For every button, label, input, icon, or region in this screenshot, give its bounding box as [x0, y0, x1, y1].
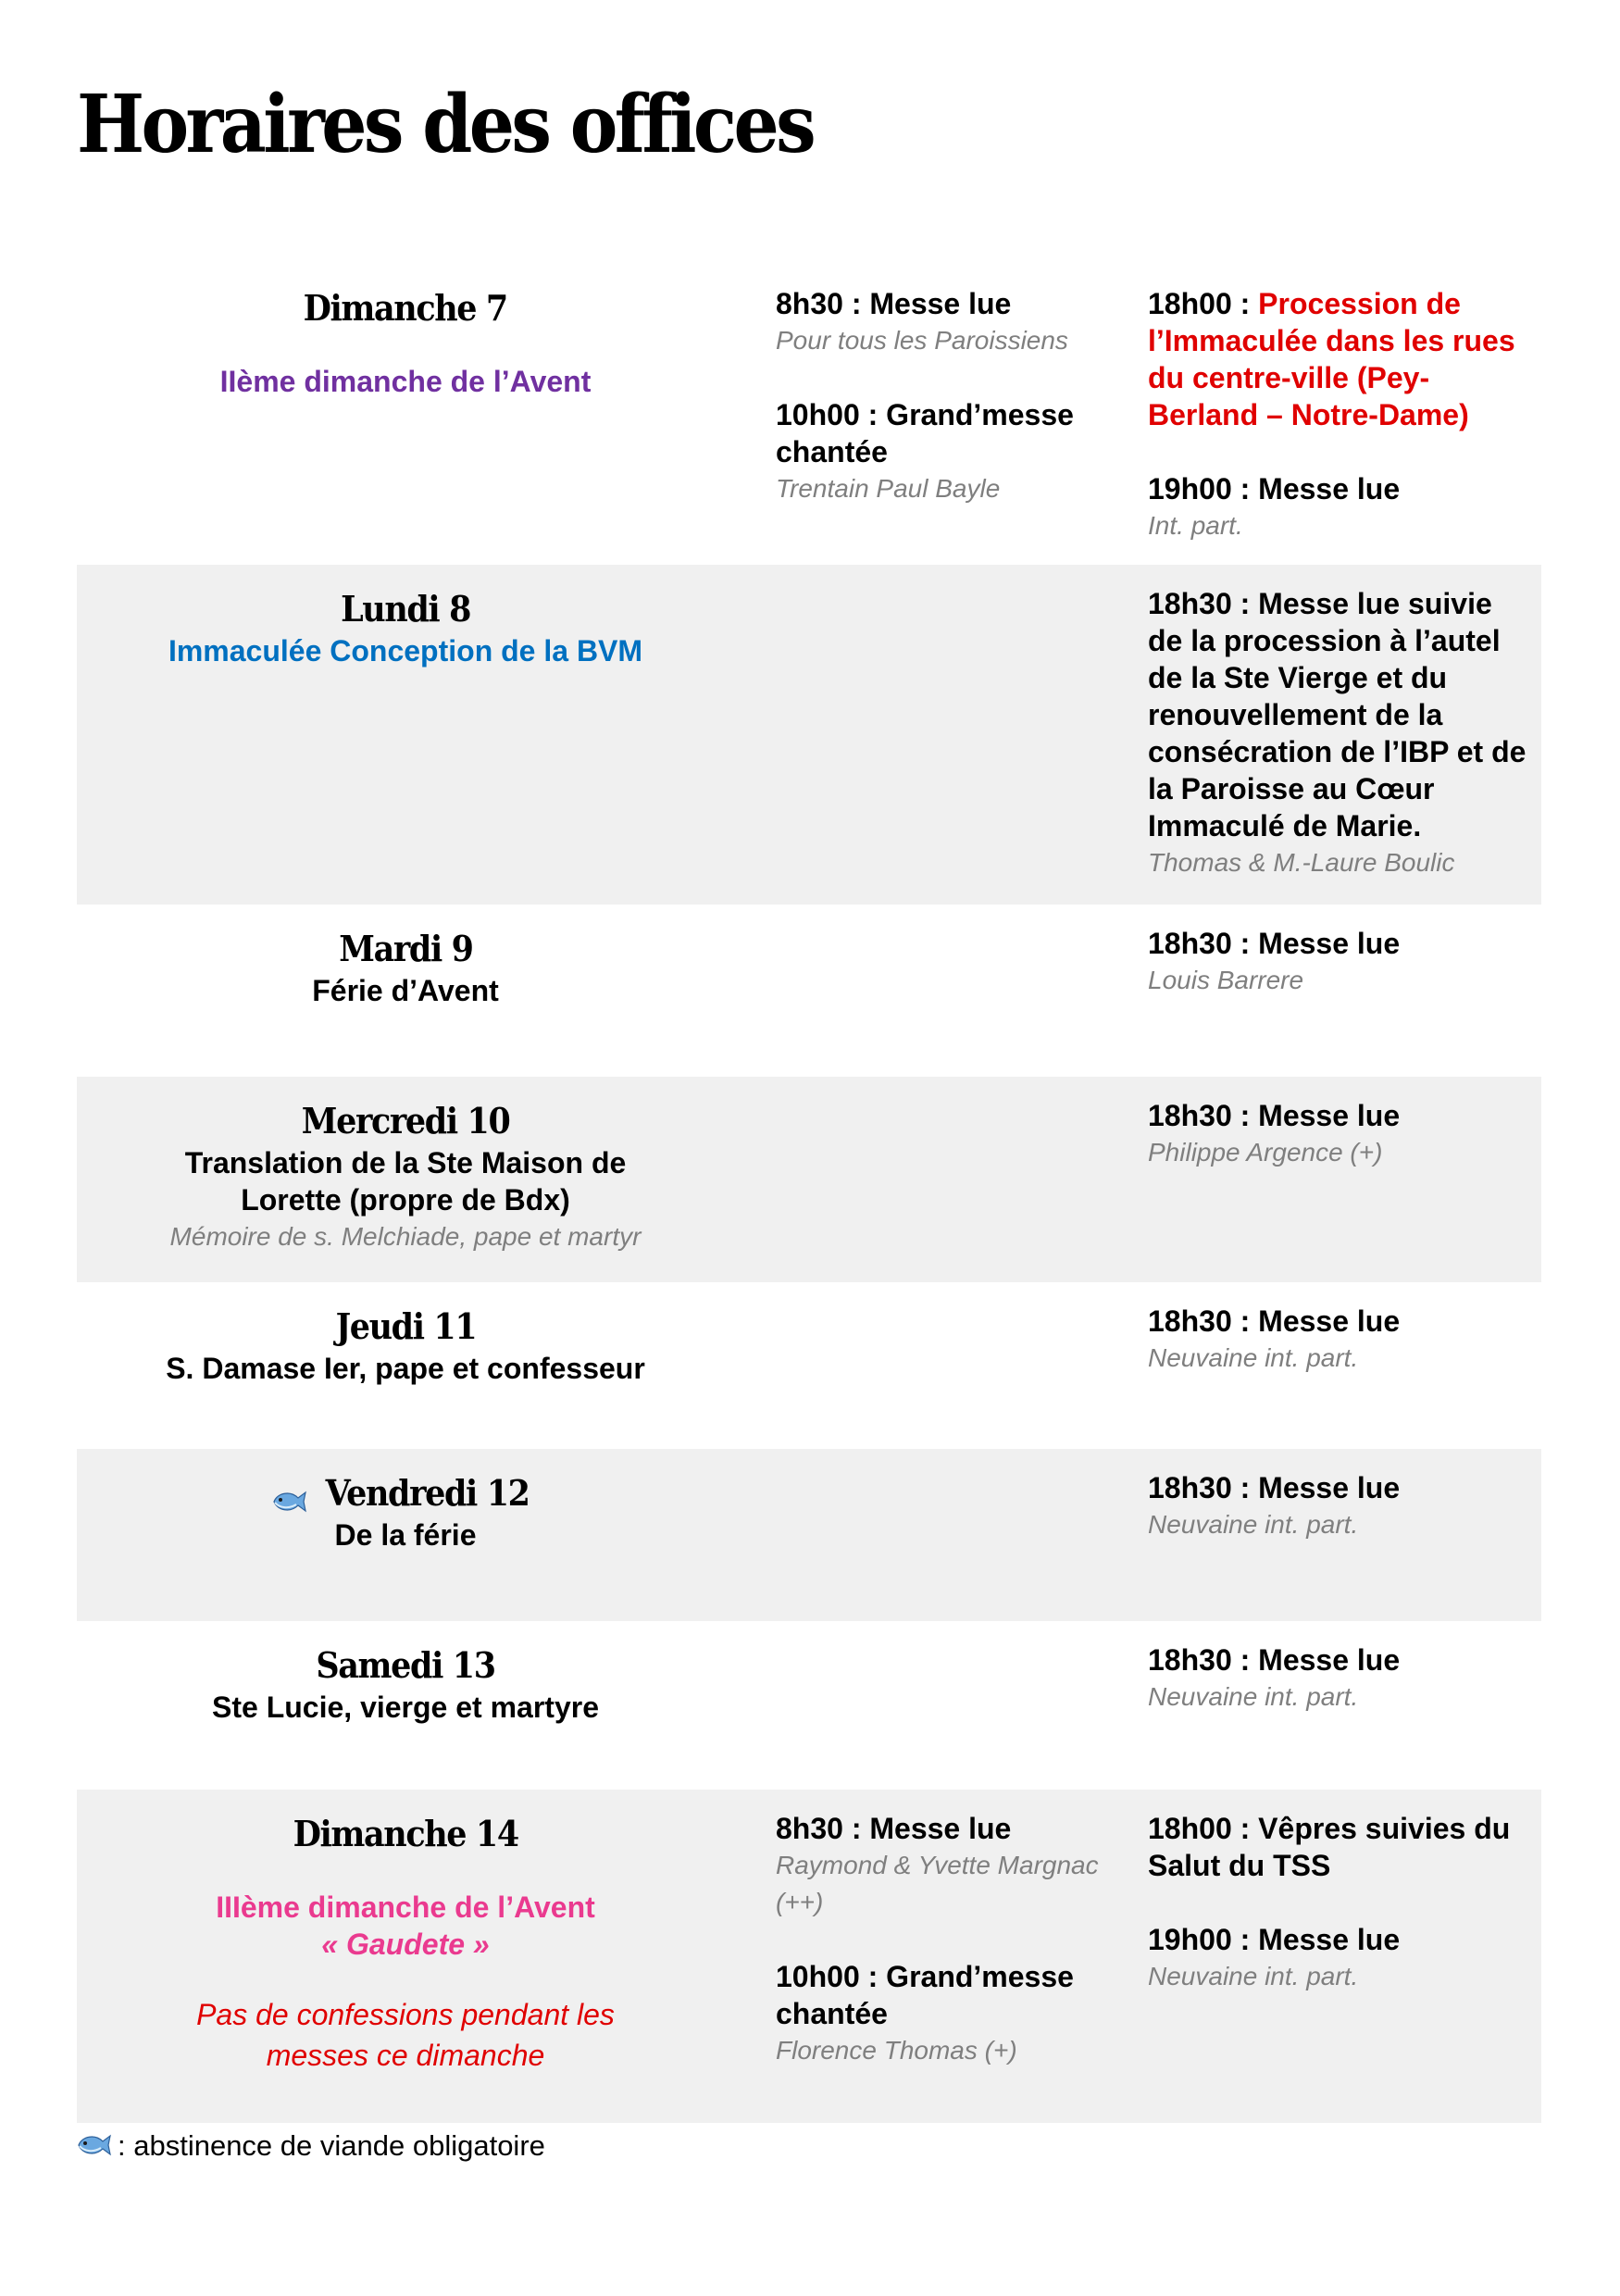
- feast-name: IIIème dimanche de l’Avent: [216, 1890, 595, 1924]
- day-name: Mardi 9: [338, 928, 473, 969]
- service-intention: Trentain Paul Bayle: [776, 474, 1001, 503]
- service-label: Messe lue: [1258, 1304, 1401, 1338]
- day-row-dimanche-14: [77, 1790, 1541, 2123]
- day-name: Jeudi 11: [335, 1305, 476, 1347]
- service-label: Grand’messe chantée: [776, 398, 1074, 468]
- page-title: Horaires des offices: [77, 78, 814, 171]
- service-intention: Int. part.: [1148, 511, 1243, 540]
- service-time: 18h30 :: [1148, 1643, 1251, 1677]
- service-time: 19h00 :: [1148, 472, 1251, 505]
- service-intention: Louis Barrere: [1148, 966, 1304, 994]
- day-row-jeudi-11: [77, 1282, 1541, 1449]
- service-label: Messe lue: [869, 1812, 1012, 1845]
- day-name: Dimanche 14: [293, 1813, 518, 1854]
- service-item: [1148, 285, 1532, 433]
- day-row-samedi-13: [77, 1621, 1541, 1790]
- confession-warning: Pas de confessions pendant les messes ce dimanche: [196, 1998, 615, 2072]
- day-row-dimanche-7: [77, 278, 1541, 565]
- feast-name: Immaculée Conception de la BVM: [168, 634, 643, 668]
- legend: [77, 2128, 545, 2165]
- service-item: [1148, 925, 1532, 999]
- service-label: Messe lue suivie de la procession à l’autel de la Ste Vierge et du renouvellement de la consécration de l’IBP et de la Paroisse au Cœur Immaculé de Marie.: [1148, 587, 1527, 842]
- service-time: 18h00 :: [1148, 287, 1251, 320]
- fish-icon: [272, 1490, 307, 1514]
- service-time: 8h30 :: [776, 1812, 862, 1845]
- procession-label: Procession de l’Immaculée dans les rues du centre-ville (Pey-Berland – Notre-Dame): [1148, 287, 1515, 431]
- service-time: 10h00 :: [776, 398, 879, 431]
- service-label: Messe lue: [1258, 927, 1401, 960]
- service-item: [776, 1810, 1118, 1921]
- service-intention: Florence Thomas (+): [776, 2036, 1017, 2065]
- service-intention: Raymond & Yvette Margnac (++): [776, 1851, 1099, 1916]
- service-label: Grand’messe chantée: [776, 1960, 1074, 2030]
- service-item: [776, 396, 1118, 507]
- service-intention: Neuvaine int. part.: [1148, 1962, 1359, 1990]
- fish-icon: [77, 2129, 112, 2153]
- service-item: [1148, 1921, 1532, 1995]
- day-row-vendredi-12: [77, 1449, 1541, 1621]
- service-intention: Neuvaine int. part.: [1148, 1510, 1359, 1539]
- day-name: Lundi 8: [341, 588, 470, 630]
- feast-name: IIème dimanche de l’Avent: [219, 365, 592, 398]
- feast-name: S. Damase Ier, pape et confesseur: [166, 1352, 645, 1385]
- feast-commemoration: Mémoire de s. Melchiade, pape et martyr: [169, 1222, 642, 1251]
- service-intention: Neuvaine int. part.: [1148, 1682, 1359, 1711]
- day-row-mercredi-10: [77, 1077, 1541, 1282]
- service-item: [1148, 1303, 1532, 1377]
- service-time: 10h00 :: [776, 1960, 879, 1993]
- service-time: 18h30 :: [1148, 1304, 1251, 1338]
- service-time: 18h30 :: [1148, 587, 1251, 620]
- service-label: Messe lue: [1258, 472, 1401, 505]
- service-time: 18h30 :: [1148, 1099, 1251, 1132]
- service-time: 8h30 :: [776, 287, 862, 320]
- day-row-mardi-9: [77, 905, 1541, 1077]
- service-label: Messe lue: [1258, 1471, 1401, 1504]
- service-item: [776, 285, 1118, 359]
- service-item: [776, 1958, 1118, 2069]
- service-item: [1148, 1469, 1532, 1543]
- service-time: 18h00 :: [1148, 1812, 1251, 1845]
- day-name: Dimanche 7: [303, 287, 508, 329]
- feast-name: Ste Lucie, vierge et martyre: [212, 1691, 599, 1724]
- day-row-lundi-8: [77, 565, 1541, 905]
- service-time: 18h30 :: [1148, 1471, 1251, 1504]
- service-label: Messe lue: [1258, 1643, 1401, 1677]
- service-item: [1148, 470, 1532, 544]
- feast-subtitle: « Gaudete »: [321, 1928, 490, 1961]
- feast-name: De la férie: [334, 1518, 477, 1552]
- day-name: Mercredi 10: [301, 1100, 510, 1142]
- service-time: 18h30 :: [1148, 927, 1251, 960]
- service-label: Messe lue: [1258, 1923, 1401, 1956]
- service-label: Messe lue: [869, 287, 1012, 320]
- day-name: Vendredi 12: [325, 1472, 530, 1514]
- legend-text: : abstinence de viande obligatoire: [118, 2129, 545, 2162]
- day-name: Samedi 13: [316, 1644, 495, 1686]
- service-intention: Philippe Argence (+): [1148, 1138, 1383, 1167]
- service-label: Vêpres suivies du Salut du TSS: [1148, 1812, 1511, 1882]
- service-intention: Thomas & M.-Laure Boulic: [1148, 848, 1455, 877]
- service-item: [1148, 585, 1532, 881]
- service-item: [1148, 1097, 1532, 1171]
- service-label: Messe lue: [1258, 1099, 1401, 1132]
- service-intention: Pour tous les Paroissiens: [776, 326, 1068, 355]
- service-item: [1148, 1641, 1532, 1716]
- service-intention: Neuvaine int. part.: [1148, 1343, 1359, 1372]
- feast-name: Férie d’Avent: [312, 974, 499, 1007]
- feast-name: Translation de la Ste Maison de Lorette (propre de Bdx): [184, 1146, 627, 1217]
- service-time: 19h00 :: [1148, 1923, 1251, 1956]
- service-item: [1148, 1810, 1532, 1884]
